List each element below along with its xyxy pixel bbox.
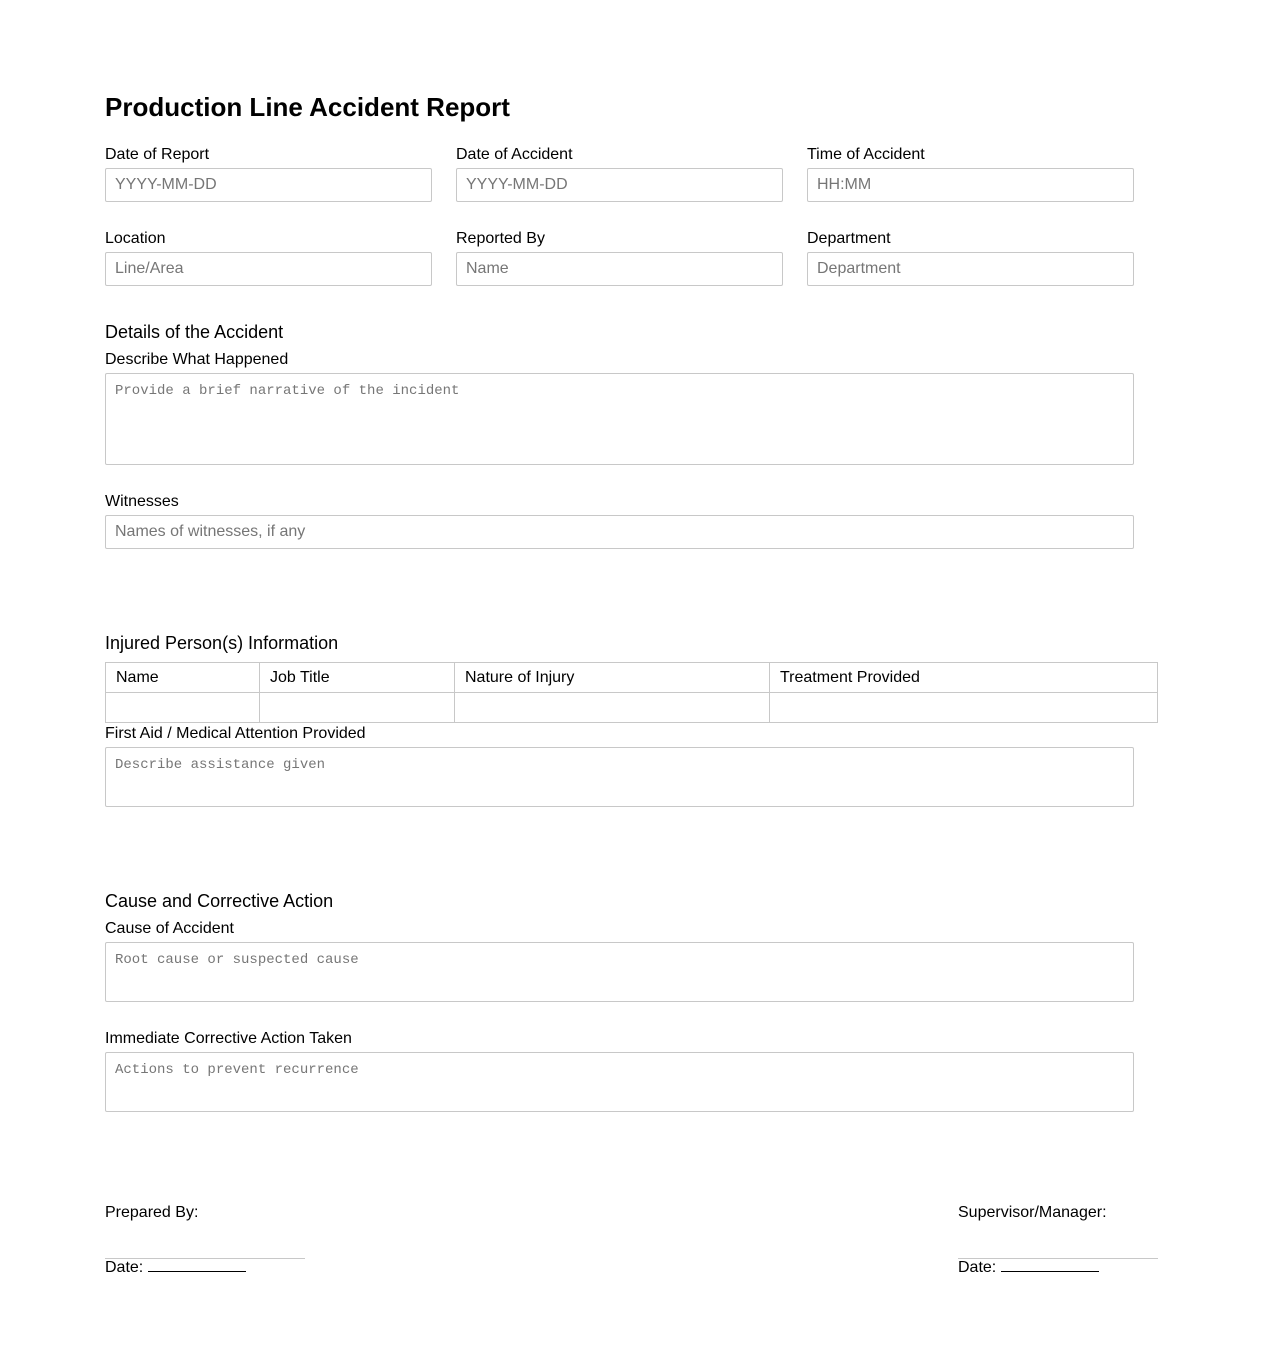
table-cell-nature-of-injury[interactable]	[455, 693, 770, 723]
injured-section-title: Injured Person(s) Information	[105, 633, 339, 653]
table-header-row	[106, 663, 1158, 693]
time-of-accident-input[interactable]	[807, 168, 1134, 202]
prepared-by-date-label: Date:	[105, 1259, 144, 1276]
column-header-name: Name	[106, 663, 260, 693]
supervisor-date	[958, 1258, 1099, 1278]
cause-of-accident-label: Cause of Accident	[105, 920, 234, 937]
date-of-report-label: Date of Report	[105, 146, 210, 163]
table-cell-job-title[interactable]	[260, 693, 455, 723]
prepared-by-date-line[interactable]	[148, 1259, 246, 1272]
column-header-job-title: Job Title	[260, 663, 455, 693]
first-aid-label: First Aid / Medical Attention Provided	[105, 725, 366, 742]
date-of-report-input[interactable]	[105, 168, 432, 202]
location-label: Location	[105, 230, 166, 247]
table-cell-treatment-provided[interactable]	[770, 693, 1158, 723]
department-input[interactable]	[807, 252, 1134, 286]
date-of-accident-label: Date of Accident	[456, 146, 573, 163]
column-header-nature-of-injury: Nature of Injury	[455, 663, 770, 693]
department-label: Department	[807, 230, 891, 247]
table-cell-name[interactable]	[106, 693, 260, 723]
supervisor-date-line[interactable]	[1001, 1259, 1099, 1272]
injured-persons-table	[105, 662, 1158, 723]
date-of-accident-input[interactable]	[456, 168, 783, 202]
table-row	[106, 693, 1158, 723]
column-header-treatment-provided: Treatment Provided	[770, 663, 1158, 693]
what-happened-textarea[interactable]	[105, 373, 1134, 465]
reported-by-input[interactable]	[456, 252, 783, 286]
witnesses-label: Witnesses	[105, 493, 179, 510]
cause-of-accident-textarea[interactable]	[105, 942, 1134, 1002]
reported-by-label: Reported By	[456, 230, 545, 247]
details-section-title: Details of the Accident	[105, 322, 284, 342]
page-title: Production Line Accident Report	[105, 92, 510, 122]
what-happened-label: Describe What Happened	[105, 351, 289, 368]
corrective-action-label: Immediate Corrective Action Taken	[105, 1030, 352, 1047]
location-input[interactable]	[105, 252, 432, 286]
supervisor-date-label: Date:	[958, 1259, 997, 1276]
time-of-accident-label: Time of Accident	[807, 146, 925, 163]
witnesses-input[interactable]	[105, 515, 1134, 549]
corrective-action-textarea[interactable]	[105, 1052, 1134, 1112]
supervisor-label: Supervisor/Manager:	[958, 1204, 1107, 1221]
prepared-by-label: Prepared By:	[105, 1204, 199, 1221]
first-aid-textarea[interactable]	[105, 747, 1134, 807]
cause-section-title: Cause and Corrective Action	[105, 891, 334, 911]
prepared-by-date	[105, 1258, 246, 1278]
